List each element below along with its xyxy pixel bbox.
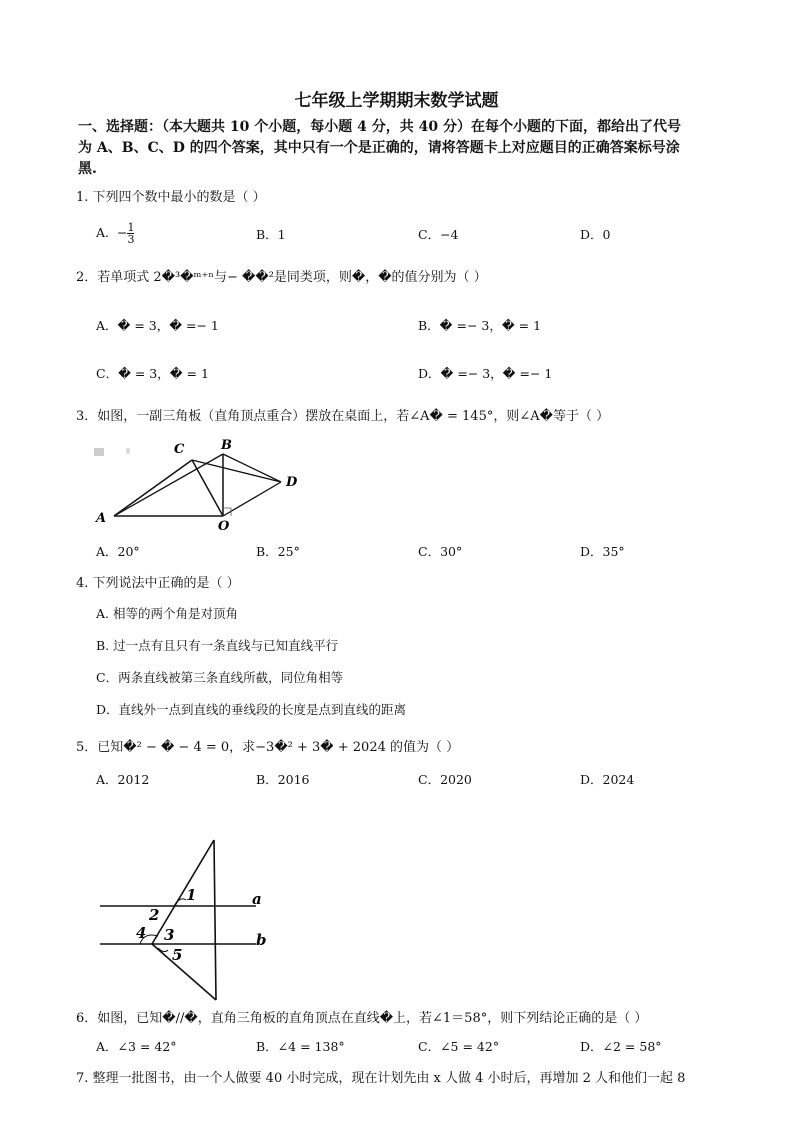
triangle-leg-vertical xyxy=(214,840,216,1000)
label-2: 2 xyxy=(149,906,160,924)
page-title: 七年级上学期期末数学试题 xyxy=(294,91,499,111)
question-1-option-c: C．−4 xyxy=(418,227,459,242)
question-1-option-d: D．0 xyxy=(580,227,611,242)
question-5-stem: 5．已知�² − � − 4 = 0，求−3�² + 3� + 2024 的值为（ ） xyxy=(76,740,460,755)
question-1-stem: 1. 下列四个数中最小的数是（ ） xyxy=(76,190,266,205)
question-2-option-d: D．� =− 3，� =− 1 xyxy=(418,366,553,381)
question-3-option-a: A．20° xyxy=(96,544,140,559)
line-DO xyxy=(223,482,281,516)
question-1-option-a: A. $-\frac{1}{3}$ xyxy=(96,221,135,246)
label-O: O xyxy=(218,519,230,534)
question-3-option-d: D．35° xyxy=(580,544,625,559)
label-b: b xyxy=(256,931,267,949)
question-1-option-b: B．1 xyxy=(256,227,286,242)
section-heading-line1: 一、选择题：（本大题共 10 个小题，每小题 4 分，共 40 分）在每个小题的下面，都给出了代号 xyxy=(78,119,681,135)
label-4: 4 xyxy=(136,924,147,942)
question-6-option-d: D．∠2 = 58° xyxy=(580,1039,662,1054)
question-6-option-b: B．∠4 = 138° xyxy=(256,1039,345,1054)
question-5-option-d: D．2024 xyxy=(580,772,635,787)
question-2-option-a: A．� = 3，� =− 1 xyxy=(96,318,219,333)
question-3-stem: 3．如图，一副三角板（直角顶点重合）摆放在桌面上，若∠A� = 145°，则∠A�等于（ ） xyxy=(76,409,610,424)
label-D: D xyxy=(286,475,298,490)
triangle-hypotenuse xyxy=(152,840,214,944)
fraction-one-third: $\frac{1}{3}$ xyxy=(127,221,135,246)
question-4-stem: 4. 下列说法中正确的是（ ） xyxy=(76,576,240,591)
label-B: B xyxy=(221,438,232,453)
label-A: A xyxy=(96,511,107,526)
question-6-stem: 6．如图，已知�//�，直角三角板的直角顶点在直线�上，若∠1＝58°，则下列结论正确的是（ ） xyxy=(76,1011,648,1026)
line-AC xyxy=(114,460,192,516)
label-C: C xyxy=(174,442,185,457)
question-2-option-c: C．� = 3，� = 1 xyxy=(96,366,209,381)
label-5: 5 xyxy=(172,946,183,964)
scan-mark xyxy=(94,448,104,456)
question-3-option-b: B．25° xyxy=(256,544,300,559)
question-5-option-b: B．2016 xyxy=(256,772,310,787)
question-6-figure xyxy=(96,830,286,1010)
question-2-stem: 2．若单项式 2�³�ᵐ⁺ⁿ与− ��²是同类项，则�，�的值分别为（ ） xyxy=(76,270,487,285)
question-4-option-a: A. 相等的两个角是对顶角 xyxy=(96,606,238,621)
question-4-option-d: D．直线外一点到直线的垂线段的长度是点到直线的距离 xyxy=(96,702,407,717)
label-1: 1 xyxy=(186,886,197,904)
line-BD xyxy=(223,454,281,482)
question-4-option-c: C．两条直线被第三条直线所截，同位角相等 xyxy=(96,670,344,685)
question-6-option-c: C．∠5 = 42° xyxy=(418,1039,500,1054)
label-3: 3 xyxy=(164,926,175,944)
triangle-leg-lower xyxy=(152,944,216,1000)
question-5-option-a: A．2012 xyxy=(96,772,150,787)
question-3-figure xyxy=(88,432,318,538)
question-4-option-b: B. 过一点有且只有一条直线与已知直线平行 xyxy=(96,638,339,653)
question-3-option-c: C．30° xyxy=(418,544,463,559)
question-7-stem: 7. 整理一批图书，由一个人做要 40 小时完成，现在计划先由 x 人做 4 小时后，再增加 2 人和他们一起 8 xyxy=(76,1071,686,1086)
line-CD xyxy=(192,460,281,482)
question-6-option-a: A．∠3 = 42° xyxy=(96,1039,177,1054)
question-2-option-b: B．� =− 3，� = 1 xyxy=(418,318,542,333)
scan-mark xyxy=(126,448,130,454)
section-heading-line2: 为 A、B、C、D 的四个答案，其中只有一个是正确的，请将答题卡上对应题目的正确答案标号涂 xyxy=(78,140,680,156)
section-heading-line3: 黑. xyxy=(78,161,97,177)
label-a: a xyxy=(252,890,262,908)
question-5-option-c: C．2020 xyxy=(418,772,472,787)
